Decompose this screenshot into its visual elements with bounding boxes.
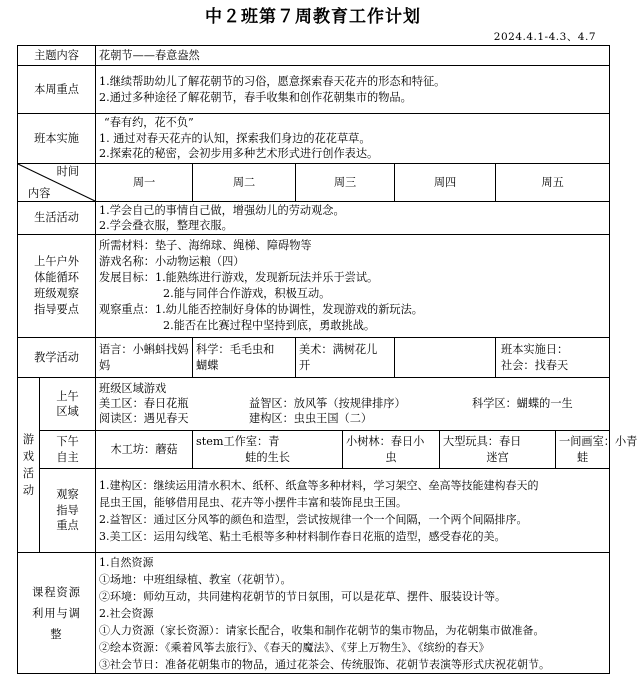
afternoon-line: 迷宫	[486, 450, 509, 464]
resources-label	[18, 553, 96, 674]
day-fri: 周五	[496, 164, 610, 202]
outdoor-label-line: 上午户外	[34, 255, 79, 268]
life-row	[18, 202, 610, 235]
afternoon-label	[40, 431, 96, 469]
afternoon-toys	[440, 431, 556, 469]
life-line: 1.学会自己的事情自己做，增强幼儿的劳动观念。	[99, 203, 345, 217]
observe-line: 昆虫王国，能够借用昆虫、花卉等小摆件丰富和装饰昆虫王国。	[99, 495, 408, 509]
resources-line: ①场地：中班组绿植、教室（花朝节）。	[99, 573, 292, 586]
header-diagonal-cell	[18, 164, 96, 202]
class-impl-line: “春有约，花不负”	[104, 116, 194, 130]
afternoon-line: 蛙的生长	[245, 450, 290, 464]
teaching-tue	[193, 338, 296, 378]
teaching-line: 妈	[99, 358, 111, 372]
outdoor-label-line: 指导要点	[34, 303, 79, 316]
outdoor-label	[18, 235, 96, 338]
morning-area: 益智区：放风筝（按规律排序）	[249, 397, 406, 410]
game-afternoon-row	[18, 431, 610, 469]
day-wed: 周三	[296, 164, 395, 202]
outdoor-row	[18, 235, 610, 338]
day-mon: 周一	[96, 164, 193, 202]
teaching-thu	[395, 338, 496, 378]
resources-content	[96, 553, 610, 674]
morning-area: 美工区：春日花瓶	[99, 397, 189, 410]
resources-label-line: 课程资源	[32, 585, 81, 599]
outdoor-line: 发展目标：1.能熟练进行游戏，发现新玩法并乐于尝试。	[99, 271, 379, 284]
life-line: 2.学会叠衣服，整理衣服。	[99, 219, 233, 232]
afternoon-line: 虫	[385, 450, 397, 464]
class-impl-label: 班本实施	[18, 114, 96, 164]
morning-area: 阅读区：遇见春天	[99, 412, 189, 425]
class-impl-content	[96, 114, 610, 164]
teaching-fri	[496, 338, 610, 378]
morning-area: 科学区：蝴蝶的一生	[472, 397, 573, 410]
afternoon-woodwork: 木工坊：蘑菇	[96, 431, 193, 469]
outdoor-content	[96, 235, 610, 338]
afternoon-line: 小树林：春日小	[346, 435, 425, 448]
teaching-line: 社会：找春天	[501, 358, 569, 372]
afternoon-line: 蛙	[576, 450, 589, 464]
afternoon-label-line: 自主	[56, 450, 79, 464]
game-observe-row	[18, 469, 610, 553]
game-label-char: 活	[22, 467, 35, 480]
morning-label-line: 上午	[56, 389, 79, 403]
outdoor-label-line: 班级观察	[34, 287, 79, 300]
morning-title: 班级区域游戏	[99, 382, 167, 395]
afternoon-label-line: 下午	[56, 435, 79, 448]
day-tue: 周二	[193, 164, 296, 202]
game-label-char: 游	[22, 433, 35, 446]
game-morning-row	[18, 378, 610, 431]
outdoor-line: 游戏名称：小动物运粮（四）	[99, 255, 245, 268]
game-label-char: 戏	[22, 450, 35, 463]
teaching-row	[18, 338, 610, 378]
morning-label-line: 区域	[56, 405, 79, 418]
focus-line: 2.通过多种途径了解花朝节，春手收集和创作花朝集市的物品。	[99, 90, 412, 104]
resources-label-line: 整	[50, 627, 63, 641]
resources-line: ②绘本资源：《乘着风筝去旅行》、《春天的魔法》、《芽上万物生》、《缤纷的春天》	[99, 641, 490, 654]
day-thu: 周四	[395, 164, 496, 202]
header-row	[18, 164, 610, 202]
teaching-mon	[96, 338, 193, 378]
observe-line: 2.益智区：通过区分风筝的颜色和造型，尝试按规律一个一个间隔，一个两个间隔排序。	[99, 512, 528, 526]
focus-row	[18, 66, 610, 114]
teaching-line: 开	[299, 358, 311, 372]
resources-line: 1.自然资源	[99, 556, 154, 569]
teaching-wed	[296, 338, 395, 378]
resources-label-line: 利用与调	[32, 606, 81, 620]
theme-value: 花朝节——春意盎然	[96, 46, 610, 66]
outdoor-line: 所需材料：垫子、海绵球、绳梯、障碍物等	[99, 239, 312, 252]
afternoon-line: 大型玩具：春日	[443, 435, 522, 448]
life-content	[96, 202, 610, 235]
focus-content	[96, 66, 610, 114]
teaching-line: 蝴蝶	[196, 358, 219, 372]
morning-label	[40, 378, 96, 431]
theme-label: 主题内容	[18, 46, 96, 66]
outdoor-line: 观察重点：1.幼儿能否控制好身体的协调性，发现游戏的新玩法。	[99, 303, 423, 316]
resources-line: ②环境：师幼互动，共同建构花朝节的节日氛围，可以是花草、摆件、服装设计等。	[99, 590, 507, 603]
afternoon-studio	[556, 431, 637, 469]
morning-content	[96, 378, 610, 431]
outdoor-line: 2.能与同伴合作游戏，积极互动。	[163, 287, 331, 300]
observe-content	[96, 469, 610, 553]
page-title: 中２班第７周教育工作计划	[205, 7, 421, 27]
teaching-line: 语言：小蝌蚪找妈	[99, 343, 189, 356]
life-label: 生活活动	[18, 202, 96, 235]
resources-line: ③社会节日：准备花朝集市的物品，通过花茶会、传统服饰、花朝节表演等形式庆祝花朝节。	[99, 658, 551, 671]
observe-label-line: 观察	[56, 488, 79, 502]
theme-row	[18, 46, 610, 66]
outdoor-line: 2.能否在比赛过程中坚持到底，勇敢挑战。	[163, 319, 376, 332]
teaching-line: 科学：毛毛虫和	[196, 343, 275, 356]
plan-table	[17, 45, 637, 674]
observe-label-line: 指导	[56, 503, 79, 517]
teaching-label: 教学活动	[18, 338, 96, 378]
resources-row	[18, 553, 610, 674]
outdoor-label-line: 体能循环	[34, 271, 79, 284]
focus-label: 本周重点	[18, 66, 96, 114]
resources-line: 2.社会资源	[99, 607, 154, 620]
class-impl-line: 1. 通过对春天花卉的认知，探索我们身边的花花草草。	[99, 131, 371, 145]
focus-line: 1.继续帮助幼儿了解花朝节的习俗，愿意探索春天花卉的形态和特征。	[99, 75, 446, 88]
observe-label	[40, 469, 96, 553]
header-content: 内容	[28, 186, 51, 200]
afternoon-line: stem工作室：青	[196, 435, 280, 448]
class-impl-line: 2.探索花的秘密，会初步用多种艺术形式进行创作表达。	[99, 147, 379, 161]
morning-area: 建构区：虫虫王国（二）	[249, 412, 373, 425]
game-label	[18, 378, 40, 553]
teaching-line: 班本实施日：	[501, 343, 569, 356]
observe-line: 1.建构区：继续运用清水积木、纸杯、纸盒等多种材料，学习架空、垒高等技能建构春天的	[99, 478, 539, 492]
afternoon-woods	[343, 431, 440, 469]
observe-line: 3.美工区：运用勾线笔、粘土毛根等多种材料制作春日花瓶的造型，感受春花的美。	[99, 529, 506, 543]
afternoon-stem	[193, 431, 343, 469]
teaching-line: 美术：满树花儿	[299, 343, 378, 356]
class-impl-row	[18, 114, 610, 164]
observe-label-line: 重点	[56, 519, 79, 533]
resources-line: ①人力资源（家长资源）：请家长配合，收集和制作花朝节的集市物品，为花朝集市做准备。	[99, 624, 545, 637]
afternoon-line: 一间画室：小青	[559, 435, 637, 448]
date-range: 2024.4.1-4.3、4.7	[493, 31, 596, 43]
header-time: 时间	[56, 165, 80, 178]
game-label-char: 动	[22, 484, 35, 497]
